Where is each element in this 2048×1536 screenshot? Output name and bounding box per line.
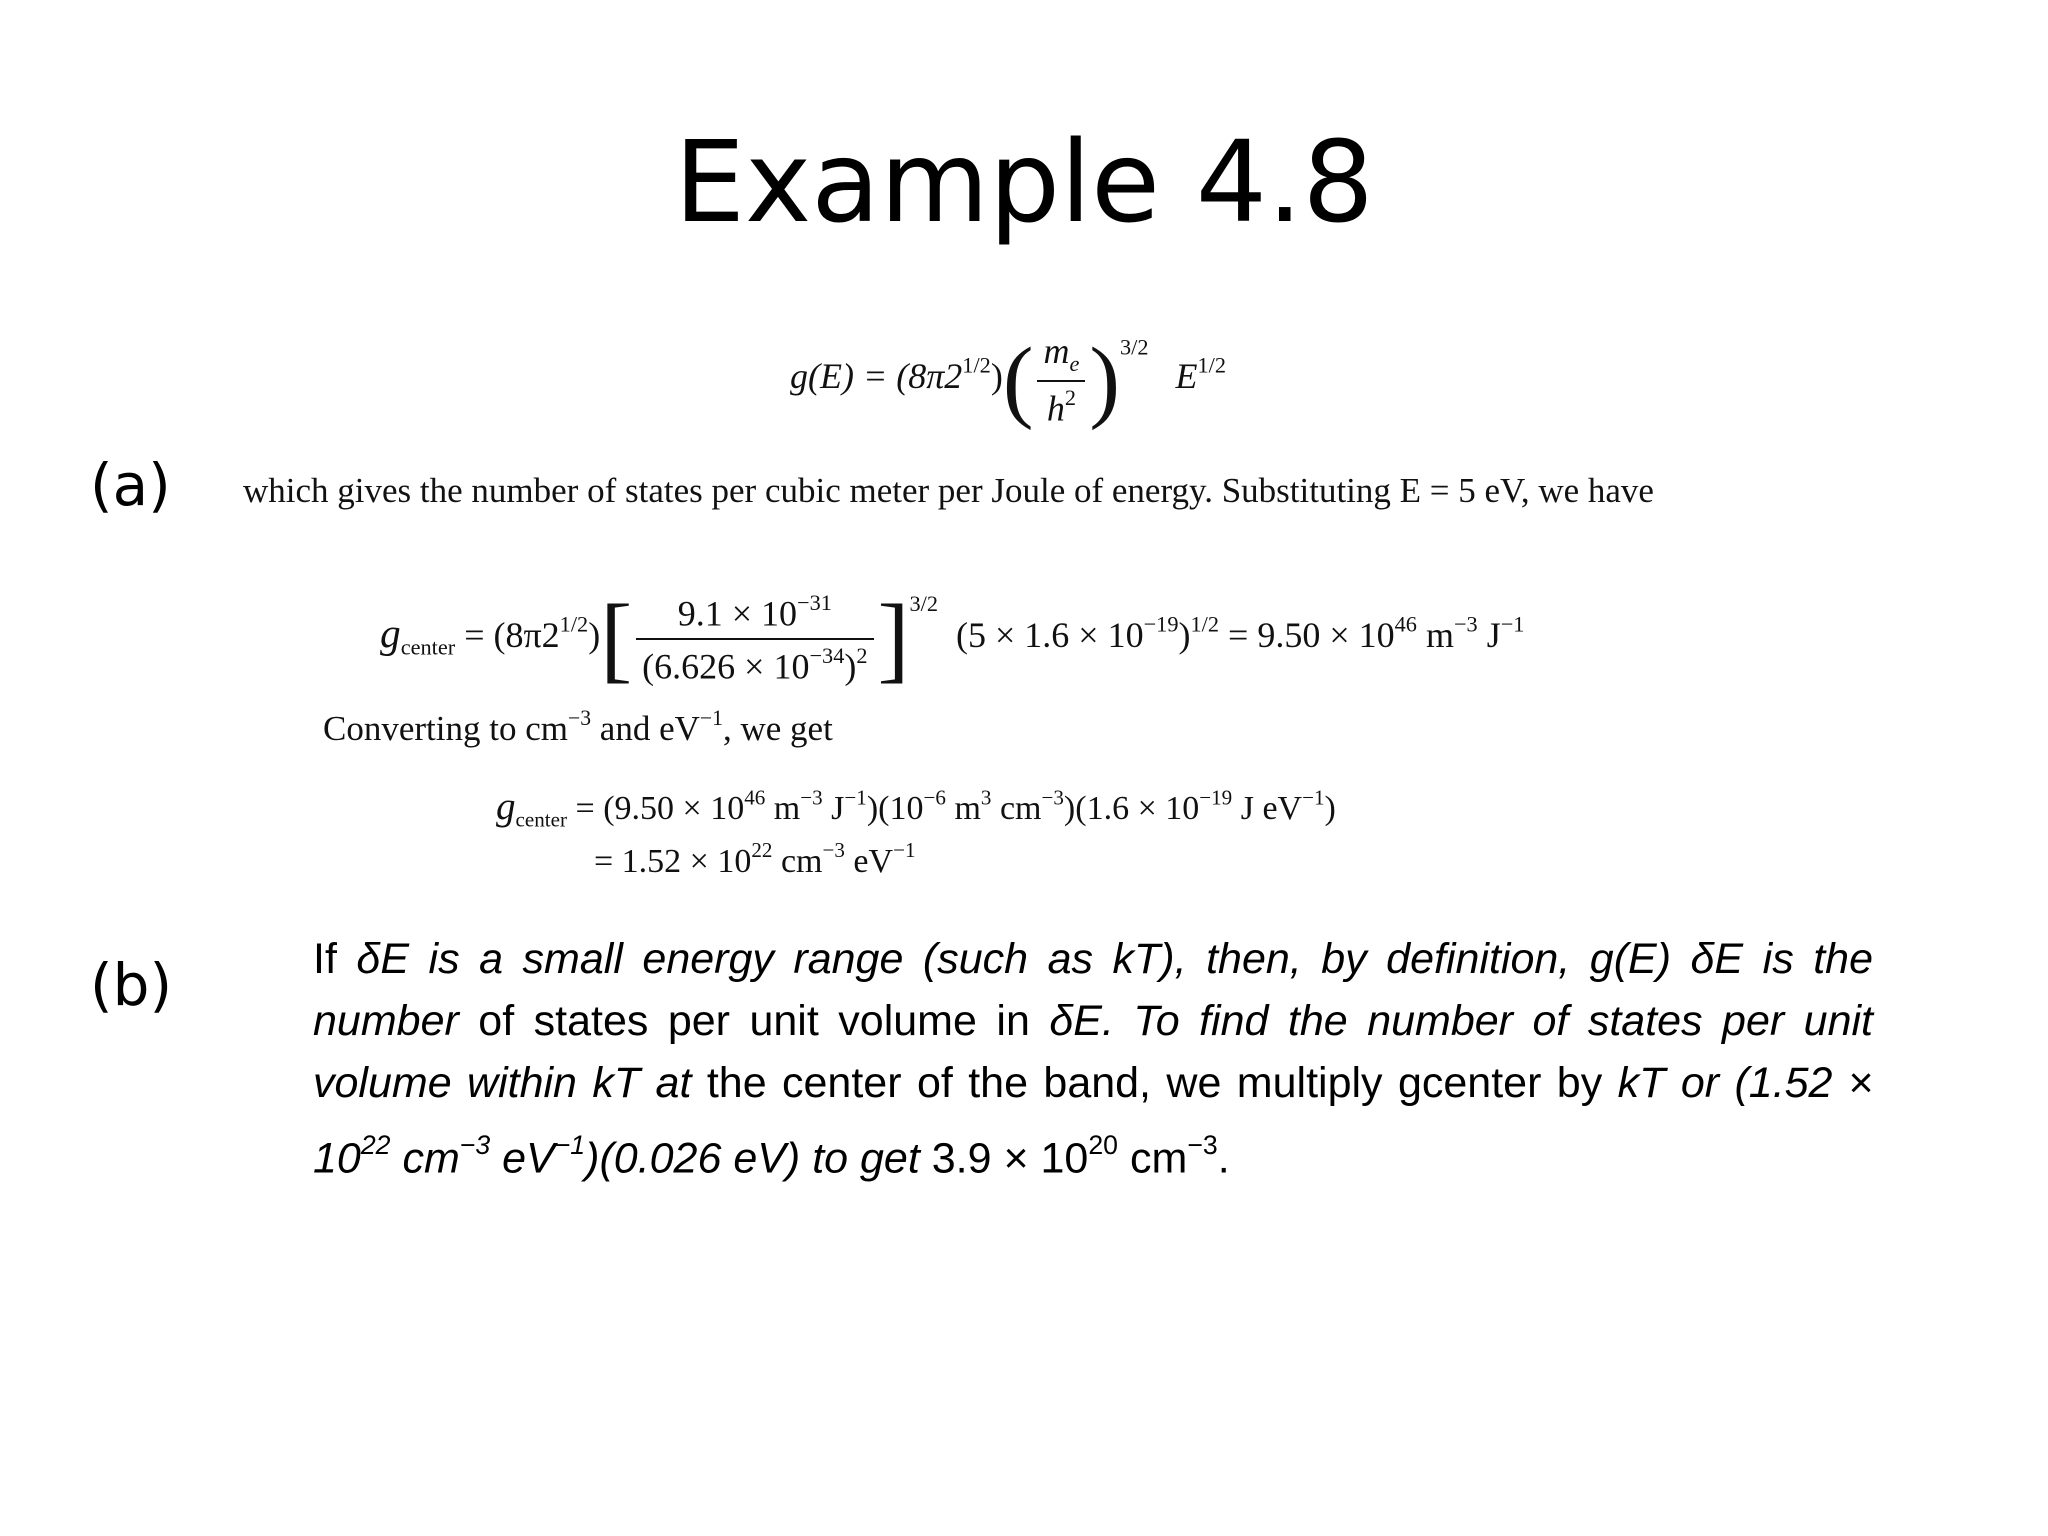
g-subscript: center bbox=[400, 634, 456, 660]
numerator: 9.1 × 10 bbox=[677, 593, 798, 634]
outer-exponent: 3/2 bbox=[1120, 334, 1149, 360]
denominator: (6.626 × 10 bbox=[642, 646, 810, 687]
b-s9: )(0.026 eV) to get bbox=[585, 1134, 920, 1183]
part-b-text bbox=[313, 928, 1873, 1190]
m-subscript: e bbox=[1069, 350, 1080, 376]
converting-text bbox=[323, 706, 1723, 749]
conv-p4-exp: −6 bbox=[923, 785, 946, 810]
bracket-exponent: 3/2 bbox=[909, 591, 938, 617]
mass-fraction bbox=[636, 590, 873, 687]
conv2-p2: cm bbox=[772, 842, 823, 880]
b-s7-exp: −3 bbox=[459, 1130, 491, 1160]
conv2-p3-exp: −1 bbox=[893, 838, 916, 862]
b-s10-exp: 20 bbox=[1088, 1130, 1118, 1160]
g-subscript-2: center bbox=[515, 807, 568, 832]
paren-open: ( bbox=[1002, 328, 1034, 431]
unit-j: J bbox=[1477, 614, 1501, 655]
conv-p8: J eV bbox=[1232, 790, 1303, 827]
b-s5: the center of the band, we multiply gcenter by bbox=[691, 1059, 1618, 1107]
b-s8-exp: −1 bbox=[554, 1130, 586, 1160]
conv-p6-exp: −3 bbox=[1041, 785, 1064, 810]
conv-p3: J bbox=[822, 790, 845, 827]
density-of-states-formula bbox=[790, 330, 1226, 429]
conv-p2-exp: −3 bbox=[800, 785, 823, 810]
denominator-square: 2 bbox=[856, 642, 868, 668]
g-symbol: g bbox=[380, 609, 401, 656]
b-s4: δE. To find the number of states per unit volume within kT at bbox=[313, 997, 1874, 1107]
energy-term-power: 1/2 bbox=[1190, 611, 1220, 637]
b-s2: δE is a small energy range (such as kT), then, by definition, g(E) δE is the number bbox=[313, 935, 1873, 1045]
bracket-close: ] bbox=[877, 584, 910, 692]
unit-m: m bbox=[1416, 614, 1454, 655]
conv2-p1: = 1.52 × 10 bbox=[594, 842, 752, 880]
conv-p4: )(10 bbox=[866, 790, 924, 827]
formula-lhs: g(E) = (8π2 bbox=[790, 355, 963, 396]
part-a-label: (a) bbox=[90, 451, 171, 519]
converting-exp2: −1 bbox=[699, 706, 723, 730]
b-s6: kT or (1.52 × 10 bbox=[313, 1059, 1873, 1183]
conv2-p3: eV bbox=[844, 842, 894, 880]
part-b-label: (b) bbox=[90, 951, 173, 1019]
b-s10: 3.9 × 10 bbox=[919, 1134, 1089, 1183]
conv-p8-exp: −1 bbox=[1302, 785, 1325, 810]
converting-post: , we get bbox=[722, 709, 833, 749]
conv-p9: ) bbox=[1324, 790, 1336, 827]
formula-close: ) bbox=[990, 355, 1003, 396]
result-exp: 46 bbox=[1394, 611, 1417, 637]
slide-title: Example 4.8 bbox=[674, 118, 1374, 248]
eq-exp-half: 1/2 bbox=[559, 611, 589, 637]
conversion-line-1 bbox=[496, 784, 1336, 832]
converting-mid: and eV bbox=[591, 709, 700, 749]
formula-exp: 1/2 bbox=[962, 352, 991, 378]
eq-close: ) bbox=[588, 614, 601, 655]
converting-exp: −3 bbox=[567, 706, 592, 730]
b-s6-exp: 22 bbox=[360, 1130, 391, 1160]
conv-p3-exp: −1 bbox=[844, 785, 867, 810]
conv-p6: cm bbox=[991, 790, 1042, 827]
conv2-p2-exp: −3 bbox=[822, 838, 845, 862]
conv-p1: = (9.50 × 10 bbox=[575, 790, 745, 827]
conv-p5-exp: 3 bbox=[980, 785, 992, 810]
conv-p1-exp: 46 bbox=[744, 785, 766, 810]
part-a-text: which gives the number of states per cubic meter per Joule of energy. Substituting E = 5 eV, we have bbox=[243, 471, 1654, 510]
numerator-exp: −31 bbox=[797, 590, 832, 615]
b-s8: eV bbox=[490, 1134, 555, 1183]
b-s11: cm bbox=[1118, 1134, 1188, 1183]
g-symbol-2: g bbox=[496, 785, 516, 828]
b-s1: If bbox=[313, 935, 357, 983]
converting-pre: Converting to cm bbox=[323, 709, 568, 749]
conversion-line-2 bbox=[594, 838, 916, 881]
conv-p7: )(1.6 × 10 bbox=[1063, 790, 1200, 827]
conv-p7-exp: −19 bbox=[1199, 785, 1233, 810]
eq-open: = (8π2 bbox=[464, 614, 560, 655]
bracket-open: [ bbox=[600, 584, 633, 692]
conv-p2: m bbox=[765, 790, 801, 827]
energy-exponent: 1/2 bbox=[1197, 352, 1227, 378]
conv2-p1-exp: 22 bbox=[751, 838, 773, 862]
energy-symbol: E bbox=[1175, 355, 1198, 396]
h-symbol: h bbox=[1046, 388, 1065, 429]
paren-close: ) bbox=[1089, 328, 1120, 431]
h-exponent: 2 bbox=[1064, 384, 1076, 410]
energy-term: (5 × 1.6 × 10 bbox=[956, 614, 1144, 655]
m-symbol: m bbox=[1043, 331, 1070, 371]
gcenter-equation bbox=[380, 584, 1525, 692]
conv-p5: m bbox=[945, 790, 981, 827]
b-s12: . bbox=[1217, 1134, 1230, 1183]
unit-m-exp: −3 bbox=[1453, 611, 1478, 637]
b-s11-exp: −3 bbox=[1187, 1130, 1218, 1160]
b-s3: of states per unit volume in bbox=[458, 997, 1050, 1045]
unit-j-exp: −1 bbox=[1500, 611, 1525, 637]
b-s7: cm bbox=[390, 1134, 460, 1183]
energy-term-close: ) bbox=[1178, 614, 1191, 655]
denominator-exp: −34 bbox=[809, 642, 845, 668]
energy-term-exp: −19 bbox=[1143, 611, 1179, 637]
result: = 9.50 × 10 bbox=[1228, 614, 1395, 655]
mass-over-h-fraction bbox=[1037, 330, 1085, 429]
denominator-close: ) bbox=[844, 646, 857, 687]
